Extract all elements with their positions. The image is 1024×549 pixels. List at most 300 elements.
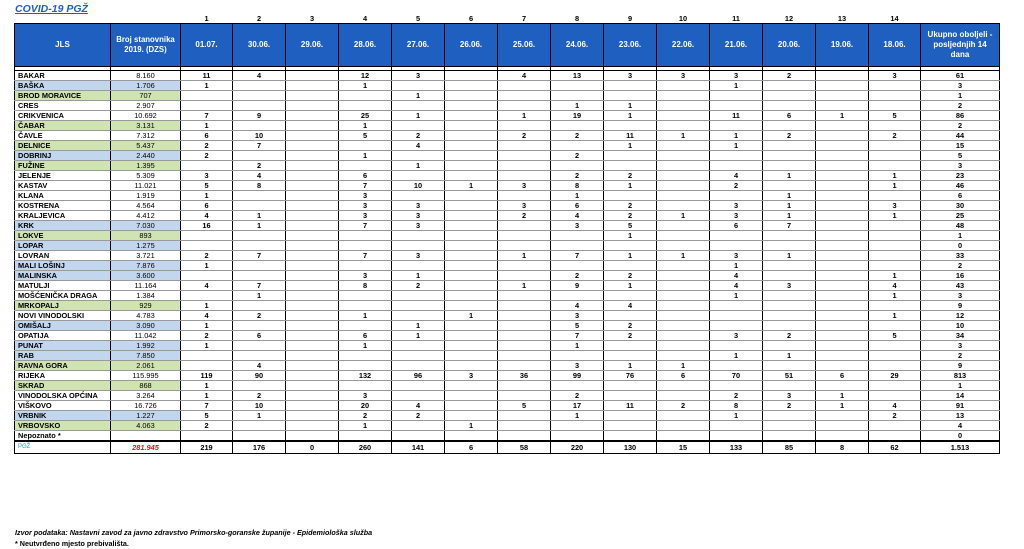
case-count [604, 421, 657, 431]
totals-count: 6 [445, 441, 498, 454]
case-count [657, 181, 710, 191]
case-count: 4 [551, 211, 604, 221]
case-count: 1 [604, 141, 657, 151]
case-count: 1 [392, 331, 445, 341]
case-count: 1 [233, 411, 286, 421]
case-count [710, 321, 763, 331]
case-count [710, 431, 763, 442]
case-count: 1 [604, 101, 657, 111]
case-count: 3 [445, 371, 498, 381]
case-count [763, 101, 816, 111]
case-count [181, 431, 233, 442]
case-count: 5 [869, 111, 921, 121]
case-count [286, 101, 339, 111]
case-count [286, 141, 339, 151]
case-count [339, 161, 392, 171]
case-count [763, 261, 816, 271]
case-count [498, 431, 551, 442]
spacer-cell [15, 13, 111, 24]
case-count [498, 191, 551, 201]
case-count [445, 141, 498, 151]
case-count: 1 [445, 311, 498, 321]
case-count [445, 71, 498, 81]
case-count [286, 241, 339, 251]
case-count [763, 431, 816, 442]
case-count: 1 [869, 311, 921, 321]
case-count [286, 121, 339, 131]
jls-name: PUNAT [15, 341, 111, 351]
totals-count: 260 [339, 441, 392, 454]
case-count [233, 271, 286, 281]
population-value: 4.564 [111, 201, 181, 211]
case-count [763, 341, 816, 351]
case-count [286, 131, 339, 141]
row-total: 1 [921, 231, 1000, 241]
case-count [551, 161, 604, 171]
case-count: 3 [339, 271, 392, 281]
population-value: 7.850 [111, 351, 181, 361]
case-count [657, 411, 710, 421]
case-count [233, 341, 286, 351]
case-count: 2 [339, 411, 392, 421]
spacer-cell [921, 13, 1000, 24]
case-count [392, 311, 445, 321]
population-value: 11.042 [111, 331, 181, 341]
case-count [816, 411, 869, 421]
case-count: 1 [604, 251, 657, 261]
case-count [763, 311, 816, 321]
case-count: 2 [233, 311, 286, 321]
case-count [869, 321, 921, 331]
case-count: 1 [181, 261, 233, 271]
case-count: 10 [233, 401, 286, 411]
case-count [445, 151, 498, 161]
case-count [763, 381, 816, 391]
case-count: 1 [710, 351, 763, 361]
case-count [869, 81, 921, 91]
case-count: 1 [763, 351, 816, 361]
jls-name: BAŠKA [15, 81, 111, 91]
case-count [869, 231, 921, 241]
case-count [233, 261, 286, 271]
case-count: 96 [392, 371, 445, 381]
header-date: 19.06. [816, 24, 869, 67]
case-count: 25 [339, 111, 392, 121]
population-value: 1.227 [111, 411, 181, 421]
case-count: 7 [339, 221, 392, 231]
case-count: 3 [869, 201, 921, 211]
case-count: 1 [816, 401, 869, 411]
case-count [445, 331, 498, 341]
jls-name: FUŽINE [15, 161, 111, 171]
case-count: 2 [181, 331, 233, 341]
case-count [657, 231, 710, 241]
table-row [15, 151, 1000, 161]
case-count: 2 [763, 131, 816, 141]
case-count [816, 171, 869, 181]
row-total: 61 [921, 71, 1000, 81]
case-count [498, 171, 551, 181]
case-count [445, 411, 498, 421]
case-count [816, 71, 869, 81]
case-count: 5 [869, 331, 921, 341]
totals-count: 220 [551, 441, 604, 454]
case-count [392, 231, 445, 241]
row-total: 34 [921, 331, 1000, 341]
header-date: 01.07. [181, 24, 233, 67]
case-count [181, 291, 233, 301]
case-count [286, 431, 339, 442]
totals-count: 58 [498, 441, 551, 454]
case-count: 99 [551, 371, 604, 381]
table-row [15, 401, 1000, 411]
case-count: 1 [181, 341, 233, 351]
case-count: 3 [710, 201, 763, 211]
case-count: 19 [551, 111, 604, 121]
jls-name: LOPAR [15, 241, 111, 251]
population-value: 115.995 [111, 371, 181, 381]
header-date: 27.06. [392, 24, 445, 67]
case-count [816, 221, 869, 231]
case-count [816, 331, 869, 341]
case-count [816, 181, 869, 191]
case-count [551, 351, 604, 361]
totals-count: 133 [710, 441, 763, 454]
table-row [15, 261, 1000, 271]
case-count [498, 381, 551, 391]
case-count: 4 [869, 281, 921, 291]
case-count [286, 271, 339, 281]
case-count [286, 391, 339, 401]
case-count: 4 [710, 271, 763, 281]
population-value: 10.692 [111, 111, 181, 121]
case-count: 1 [498, 111, 551, 121]
table-row [15, 131, 1000, 141]
table-row [15, 381, 1000, 391]
case-count [763, 151, 816, 161]
table-row [15, 161, 1000, 171]
case-count: 17 [551, 401, 604, 411]
case-count [181, 231, 233, 241]
case-count [286, 341, 339, 351]
case-count [604, 431, 657, 442]
case-count [233, 121, 286, 131]
case-count [869, 261, 921, 271]
case-count: 1 [763, 211, 816, 221]
case-count [498, 101, 551, 111]
case-count [604, 161, 657, 171]
case-count [816, 121, 869, 131]
case-count [392, 101, 445, 111]
case-count [763, 291, 816, 301]
case-count: 3 [392, 71, 445, 81]
case-count [869, 91, 921, 101]
jls-name: LOVRAN [15, 251, 111, 261]
jls-name: OMIŠALJ [15, 321, 111, 331]
case-count: 6 [763, 111, 816, 121]
row-total: 2 [921, 351, 1000, 361]
case-count: 2 [233, 391, 286, 401]
table-row [15, 181, 1000, 191]
jls-name: MRKOPALJ [15, 301, 111, 311]
case-count [286, 91, 339, 101]
case-count [339, 261, 392, 271]
case-count [445, 221, 498, 231]
case-count: 6 [551, 201, 604, 211]
case-count [498, 231, 551, 241]
case-count [763, 121, 816, 131]
population-value: 7.876 [111, 261, 181, 271]
case-count: 2 [181, 141, 233, 151]
case-count [181, 241, 233, 251]
case-count [816, 201, 869, 211]
case-count [498, 391, 551, 401]
case-count: 5 [498, 401, 551, 411]
header-date: 21.06. [710, 24, 763, 67]
case-count: 4 [604, 301, 657, 311]
column-number-row [15, 13, 1000, 24]
case-count: 1 [604, 281, 657, 291]
case-count [657, 261, 710, 271]
case-count [604, 151, 657, 161]
case-count: 2 [657, 401, 710, 411]
case-count: 1 [657, 211, 710, 221]
case-count: 3 [710, 331, 763, 341]
case-count [498, 151, 551, 161]
case-count [710, 241, 763, 251]
case-count [445, 211, 498, 221]
population-value: 11.021 [111, 181, 181, 191]
population-value: 3.721 [111, 251, 181, 261]
population-value: 7.030 [111, 221, 181, 231]
case-count [498, 291, 551, 301]
case-count: 2 [710, 391, 763, 401]
case-count: 11 [604, 131, 657, 141]
case-count [392, 301, 445, 311]
column-number: 13 [837, 14, 847, 23]
case-count: 16 [181, 221, 233, 231]
case-count [498, 141, 551, 151]
case-count: 1 [392, 321, 445, 331]
case-count: 1 [604, 231, 657, 241]
case-count [816, 211, 869, 221]
case-count [551, 421, 604, 431]
case-count [604, 411, 657, 421]
case-count [445, 301, 498, 311]
table-row [15, 331, 1000, 341]
case-count [286, 201, 339, 211]
row-total: 1 [921, 381, 1000, 391]
case-count: 1 [392, 91, 445, 101]
case-count [763, 411, 816, 421]
case-count [498, 81, 551, 91]
population-value: 4.063 [111, 421, 181, 431]
case-count [392, 351, 445, 361]
table-row [15, 251, 1000, 261]
case-count [551, 91, 604, 101]
population-value: 3.264 [111, 391, 181, 401]
jls-name: MALI LOŠINJ [15, 261, 111, 271]
jls-name: DELNICE [15, 141, 111, 151]
case-count [498, 221, 551, 231]
case-count [657, 161, 710, 171]
case-count [657, 301, 710, 311]
row-total: 6 [921, 191, 1000, 201]
case-count: 1 [710, 131, 763, 141]
case-count: 3 [339, 201, 392, 211]
case-count: 1 [445, 181, 498, 191]
case-count: 119 [181, 371, 233, 381]
case-count [233, 201, 286, 211]
case-count [286, 111, 339, 121]
case-count [445, 391, 498, 401]
case-count [604, 311, 657, 321]
case-count [498, 411, 551, 421]
case-count [233, 421, 286, 431]
case-count [233, 301, 286, 311]
spacer-cell [111, 13, 181, 24]
jls-name: DOBRINJ [15, 151, 111, 161]
case-count [551, 141, 604, 151]
case-count [392, 241, 445, 251]
page-title: COVID-19 PGŽ [15, 3, 88, 15]
case-count [816, 341, 869, 351]
case-count [763, 161, 816, 171]
case-count [339, 231, 392, 241]
header-date: 24.06. [551, 24, 604, 67]
case-count: 1 [763, 191, 816, 201]
row-total: 10 [921, 321, 1000, 331]
case-count: 6 [233, 331, 286, 341]
case-count [657, 201, 710, 211]
table-row [15, 371, 1000, 381]
case-count: 1 [710, 411, 763, 421]
case-count: 1 [181, 191, 233, 201]
case-count: 7 [551, 251, 604, 261]
case-count [710, 381, 763, 391]
jls-name: ČAVLE [15, 131, 111, 141]
row-total: 4 [921, 421, 1000, 431]
jls-name: BROD MORAVICE [15, 91, 111, 101]
population-value: 5.437 [111, 141, 181, 151]
row-total: 12 [921, 311, 1000, 321]
case-count: 3 [710, 71, 763, 81]
case-count [181, 101, 233, 111]
table-row [15, 291, 1000, 301]
case-count [392, 291, 445, 301]
case-count [816, 291, 869, 301]
header-date: 20.06. [763, 24, 816, 67]
case-count [392, 431, 445, 442]
case-count: 2 [604, 271, 657, 281]
case-count: 1 [181, 381, 233, 391]
case-count [286, 161, 339, 171]
case-count [816, 301, 869, 311]
case-count [286, 211, 339, 221]
case-count [233, 381, 286, 391]
case-count: 4 [181, 211, 233, 221]
case-count: 4 [392, 401, 445, 411]
case-count [392, 381, 445, 391]
case-count: 3 [498, 201, 551, 211]
row-total: 23 [921, 171, 1000, 181]
table-row [15, 321, 1000, 331]
case-count: 1 [498, 281, 551, 291]
case-count [816, 281, 869, 291]
case-count [869, 431, 921, 442]
case-count [498, 271, 551, 281]
row-total: 3 [921, 81, 1000, 91]
case-count [869, 241, 921, 251]
case-count [286, 421, 339, 431]
case-count: 7 [763, 221, 816, 231]
population-value: 3.090 [111, 321, 181, 331]
case-count: 3 [551, 361, 604, 371]
row-total: 2 [921, 121, 1000, 131]
header-date: 23.06. [604, 24, 657, 67]
case-count [551, 81, 604, 91]
case-count: 5 [551, 321, 604, 331]
case-count [392, 81, 445, 91]
case-count [763, 141, 816, 151]
case-count [763, 91, 816, 101]
table-row [15, 111, 1000, 121]
case-count [498, 91, 551, 101]
case-count [657, 81, 710, 91]
case-count [392, 261, 445, 271]
table-row [15, 171, 1000, 181]
case-count [339, 361, 392, 371]
case-count [286, 151, 339, 161]
jls-name: KLANA [15, 191, 111, 201]
case-count: 1 [233, 211, 286, 221]
case-count [763, 181, 816, 191]
case-count [869, 191, 921, 201]
case-count: 2 [498, 211, 551, 221]
case-count [445, 161, 498, 171]
case-count: 4 [392, 141, 445, 151]
case-count: 1 [339, 81, 392, 91]
table-row [15, 421, 1000, 431]
column-number: 6 [468, 14, 474, 23]
case-count [869, 391, 921, 401]
case-count: 1 [604, 181, 657, 191]
case-count [445, 271, 498, 281]
table-row [15, 311, 1000, 321]
totals-count: 15 [657, 441, 710, 454]
jls-name: KRALJEVICA [15, 211, 111, 221]
case-count: 70 [710, 371, 763, 381]
case-count [339, 141, 392, 151]
case-count [816, 161, 869, 171]
row-total: 44 [921, 131, 1000, 141]
case-count [710, 301, 763, 311]
jls-name: RAB [15, 351, 111, 361]
footnote: * Neutvrđeno mjesto prebivališta. [15, 539, 129, 548]
case-count: 1 [392, 161, 445, 171]
row-total: 30 [921, 201, 1000, 211]
case-count: 1 [181, 391, 233, 401]
case-count [816, 191, 869, 201]
case-count: 1 [710, 81, 763, 91]
row-total: 9 [921, 301, 1000, 311]
case-count: 1 [657, 361, 710, 371]
case-count [657, 321, 710, 331]
case-count [551, 381, 604, 391]
table-row [15, 231, 1000, 241]
case-count [339, 101, 392, 111]
table-row [15, 191, 1000, 201]
